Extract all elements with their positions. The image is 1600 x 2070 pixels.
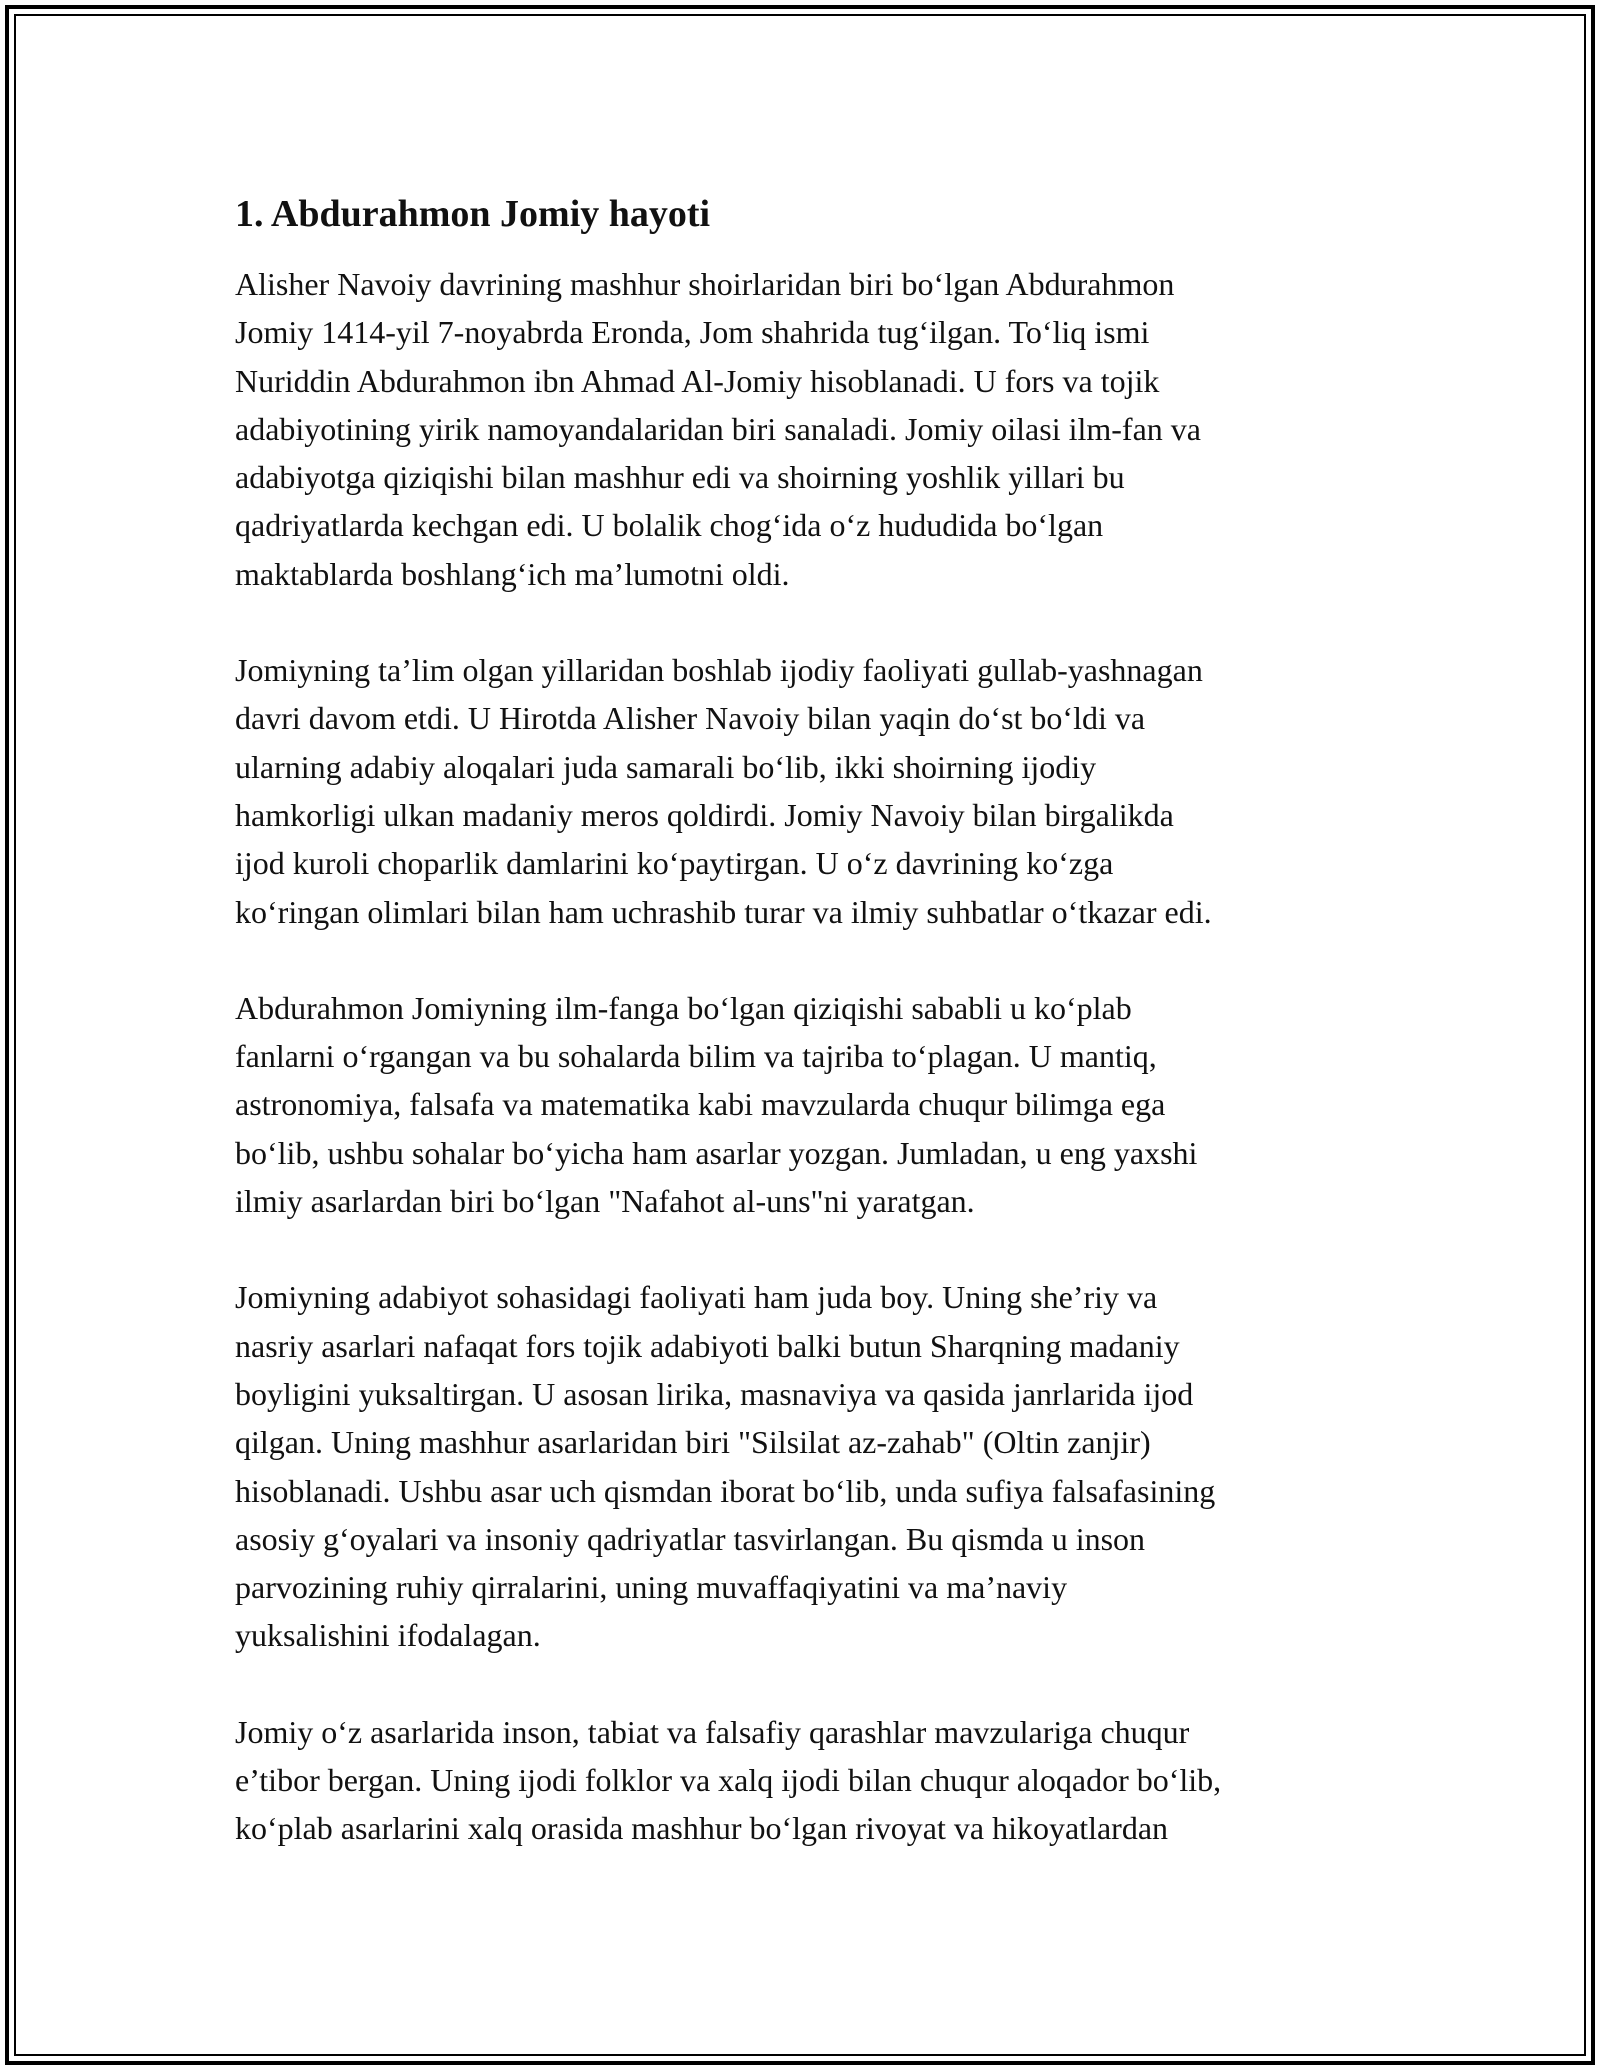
paragraph-4: Jomiyning adabiyot sohasidagi faoliyati ham juda boy. Uning she’riy va nasriy asarlari nafaqat fors tojik adabiyoti balki butun Sharqning madaniy boyligini yuksaltirgan. U asosan lirika, masnaviya va qasida janrlarida ijod qilgan. Uning mashhur asarlaridan biri "Silsilat az-zahab" (Oltin zanjir) hisoblanadi. Ushbu asar uch qismdan iborat bo‘lib, unda sufiya falsafasining asosiy g‘oyalari va insoniy qadriyatlar tasvirlangan. Bu qismda u inson parvozining ruhiy qirralarini, uning muvaffaqiyatini va ma’naviy yuksalishini ifodalagan. xyxy=(235,1279,1216,1654)
paragraph-1: Alisher Navoiy davrining mashhur shoirlaridan biri bo‘lgan Abdurahmon Jomiy 1414-yil 7-noyabrda Eronda, Jom shahrida tug‘ilgan. To‘liq ismi Nuriddin Abdurahmon ibn Ahmad Al-Jomiy hisoblanadi. U fors va tojik adabiyotining yirik namoyandalaridan biri sanaladi. Jomiy oilasi ilm-fan va adabiyotga qiziqishi bilan mashhur edi va shoirning yoshlik yillari bu qadriyatlarda kechgan edi. U bolalik chog‘ida o‘z hududida bo‘lgan maktablarda boshlang‘ich ma’lumotni oldi. xyxy=(235,266,1201,592)
section-heading: 1. Abdurahmon Jomiy hayoti xyxy=(235,193,711,235)
paragraph-3: Abdurahmon Jomiyning ilm-fanga bo‘lgan qiziqishi sababli u ko‘plab fanlarni o‘rgangan va bu sohalarda bilim va tajriba to‘plagan. U mantiq, astronomiya, falsafa va matematika kabi mavzularda chuqur bilimga ega bo‘lib, ushbu sohalar bo‘yicha ham asarlar yozgan. Jumladan, u eng yaxshi ilmiy asarlardan biri bo‘lgan "Nafahot al-uns"ni yaratgan. xyxy=(235,989,1198,1220)
paragraph-5: Jomiy o‘z asarlarida inson, tabiat va falsafiy qarashlar mavzulariga chuqur e’tibor bergan. Uning ijodi folklor va xalq ijodi bilan chuqur aloqador bo‘lib, ko‘plab asarlarini xalq orasida mashhur bo‘lgan rivoyat va hikoyatlardan xyxy=(235,1713,1222,1847)
paragraph-2: Jomiyning ta’lim olgan yillaridan boshlab ijodiy faoliyati gullab-yashnagan davri davom etdi. U Hirotda Alisher Navoiy bilan yaqin do‘st bo‘ldi va ularning adabiy aloqalari juda samarali bo‘lib, ikki shoirning ijodiy hamkorligi ulkan madaniy meros qoldirdi. Jomiy Navoiy bilan birgalikda ijod kuroli choparlik damlarini ko‘paytirgan. U o‘z davrining ko‘zga ko‘ringan olimlari bilan ham uchrashib turar va ilmiy suhbatlar o‘tkazar edi. xyxy=(235,652,1212,930)
document-body xyxy=(235,190,1385,1901)
